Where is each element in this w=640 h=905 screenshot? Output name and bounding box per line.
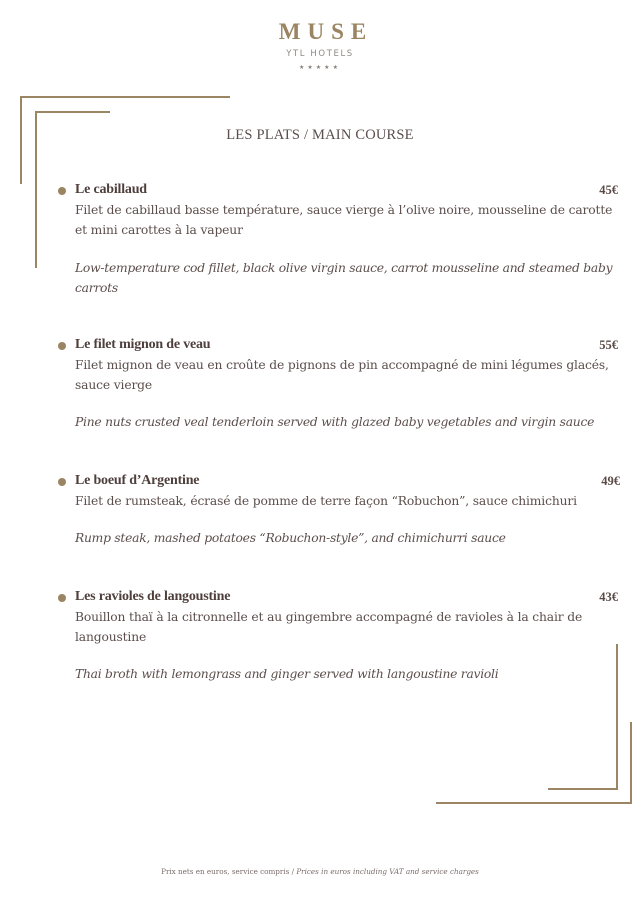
frame-outer-top-line <box>20 96 230 98</box>
dish-description-fr: Filet de cabillaud basse température, sauce vierge à l’olive noire, mousseline de carotte et mini carottes à la vapeur <box>75 203 613 237</box>
dish-description-en: Pine nuts crusted veal tenderloin served with glazed baby vegetables and virgin sauce <box>75 415 595 429</box>
dish-description-fr: Filet mignon de veau en croûte de pignons de pin accompagné de mini légumes glacés, sauce vierge <box>75 358 609 392</box>
dish-description-en: Low-temperature cod fillet, black olive virgin sauce, carrot mousseline and steamed baby carrots <box>75 261 613 295</box>
dish-price: 45€ <box>599 183 618 197</box>
footer-note <box>0 867 640 876</box>
dish-name: Les ravioles de langoustine <box>75 589 231 604</box>
frame-outer-bottom-line <box>436 802 632 804</box>
dish-description-fr: Filet de rumsteak, écrasé de pomme de terre façon “Robuchon”, sauce chimichuri <box>75 494 577 508</box>
brand-stars-icon: ★★★★★ <box>299 64 341 71</box>
dish-description-fr: Bouillon thaï à la citronnelle et au gingembre accompagné de ravioles à la chair de langoustine <box>75 610 583 644</box>
bullet-icon <box>58 342 66 350</box>
dish-name: Le boeuf d’Argentine <box>75 473 200 488</box>
bullet-icon <box>58 478 66 486</box>
footer-text-en: Prices in euros including VAT and service charges <box>296 867 479 876</box>
bullet-icon <box>58 187 66 195</box>
dish-price: 49€ <box>601 474 620 488</box>
dish-price: 55€ <box>599 338 618 352</box>
frame-inner-top-line <box>35 111 110 113</box>
brand-logo-name: MUSE <box>278 19 374 44</box>
dish-price: 43€ <box>599 590 618 604</box>
bullet-icon <box>58 594 66 602</box>
frame-inner-bottom-line <box>548 788 618 790</box>
dish-description-en: Thai broth with lemongrass and ginger served with langoustine ravioli <box>75 667 499 681</box>
dish-name: Le filet mignon de veau <box>75 337 211 352</box>
dish-name: Le cabillaud <box>75 182 147 197</box>
frame-outer-right-line <box>630 722 632 804</box>
brand-subtitle: YTL HOTELS <box>286 49 354 59</box>
footer-text-fr: Prix nets en euros, service compris / <box>161 867 297 876</box>
section-title: LES PLATS / MAIN COURSE <box>226 127 414 143</box>
dish-description-en: Rump steak, mashed potatoes “Robuchon-style”, and chimichurri sauce <box>75 531 506 545</box>
